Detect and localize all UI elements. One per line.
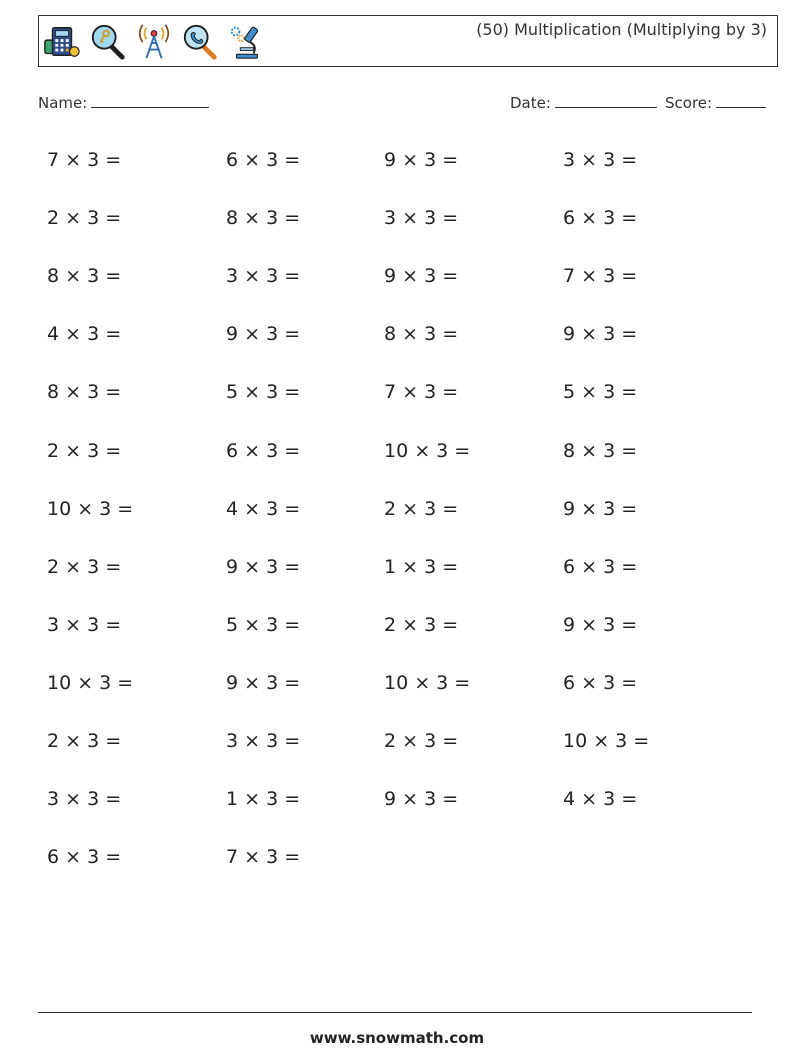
problem-item: 8 × 3 = [226,207,301,230]
date-field [510,93,657,112]
magnifier-key-icon [89,23,127,61]
problem-item: 8 × 3 = [47,265,122,288]
problem-item: 3 × 3 = [226,730,301,752]
calculator-money-icon [43,23,81,61]
problem-item: 1 × 3 = [384,555,459,578]
problem-item: 9 × 3 = [384,265,459,288]
problem-item: 10 × 3 = [47,497,134,520]
score-field [665,93,766,112]
score-blank [716,93,766,108]
problem-item: 4 × 3 = [47,323,122,346]
problem-item: 5 × 3 = [226,381,301,404]
radio-tower-icon [135,23,173,61]
problem-item: 4 × 3 = [226,497,301,520]
problem-item: 3 × 3 = [384,207,459,230]
problem-item: 6 × 3 = [226,439,301,462]
problem-item: 9 × 3 = [563,323,638,346]
magnifier-phone-icon [181,23,219,61]
problem-item: 8 × 3 = [47,381,122,404]
score-label: Score: [665,94,713,112]
worksheet-header [38,15,778,67]
date-label: Date: [510,94,551,112]
problem-item: 8 × 3 = [563,439,638,462]
name-blank [91,93,209,108]
problem-item: 9 × 3 = [384,788,459,811]
problem-item: 2 × 3 = [47,207,122,230]
problem-item: 6 × 3 = [563,555,638,578]
problem-item: 5 × 3 = [226,613,301,636]
problem-item: 4 × 3 = [563,788,638,811]
footer-divider [38,1012,752,1013]
problem-item: 2 × 3 = [47,439,122,462]
problem-item: 2 × 3 = [47,555,122,578]
problem-item: 3 × 3 = [226,265,301,288]
worksheet-title: (50) Multiplication (Multiplying by 3) [476,20,767,39]
problem-item: 9 × 3 = [563,613,638,636]
problem-item: 6 × 3 = [47,846,122,869]
problem-item: 9 × 3 = [226,323,301,346]
problem-item: 9 × 3 = [226,671,301,694]
problem-item: 2 × 3 = [47,730,122,752]
problem-item: 7 × 3 = [563,265,638,288]
problem-item: 5 × 3 = [563,381,638,404]
problem-item: 2 × 3 = [384,497,459,520]
name-label: Name: [38,94,88,112]
problem-item: 3 × 3 = [563,149,638,171]
problem-item: 3 × 3 = [47,613,122,636]
problem-item: 6 × 3 = [563,671,638,694]
footer-website: www.snowmath.com [309,1029,485,1047]
problem-item: 7 × 3 = [226,846,301,869]
problem-item: 6 × 3 = [563,207,638,230]
problem-item: 10 × 3 = [384,671,471,694]
problem-item: 8 × 3 = [384,323,459,346]
problem-item: 3 × 3 = [47,788,122,811]
problem-item: 10 × 3 = [47,671,134,694]
problem-item: 10 × 3 = [563,730,650,752]
date-blank [555,93,657,108]
problem-item: 7 × 3 = [47,149,122,171]
microscope-gears-icon [227,23,265,61]
problem-item: 1 × 3 = [226,788,301,811]
problem-item: 10 × 3 = [384,439,471,462]
name-field [38,93,209,112]
problem-item: 2 × 3 = [384,613,459,636]
problem-item: 2 × 3 = [384,730,459,752]
problem-item: 7 × 3 = [384,381,459,404]
header-icons [43,22,265,62]
problem-item: 9 × 3 = [384,149,459,171]
problem-item: 9 × 3 = [563,497,638,520]
problem-item: 6 × 3 = [226,149,301,171]
problem-item: 9 × 3 = [226,555,301,578]
